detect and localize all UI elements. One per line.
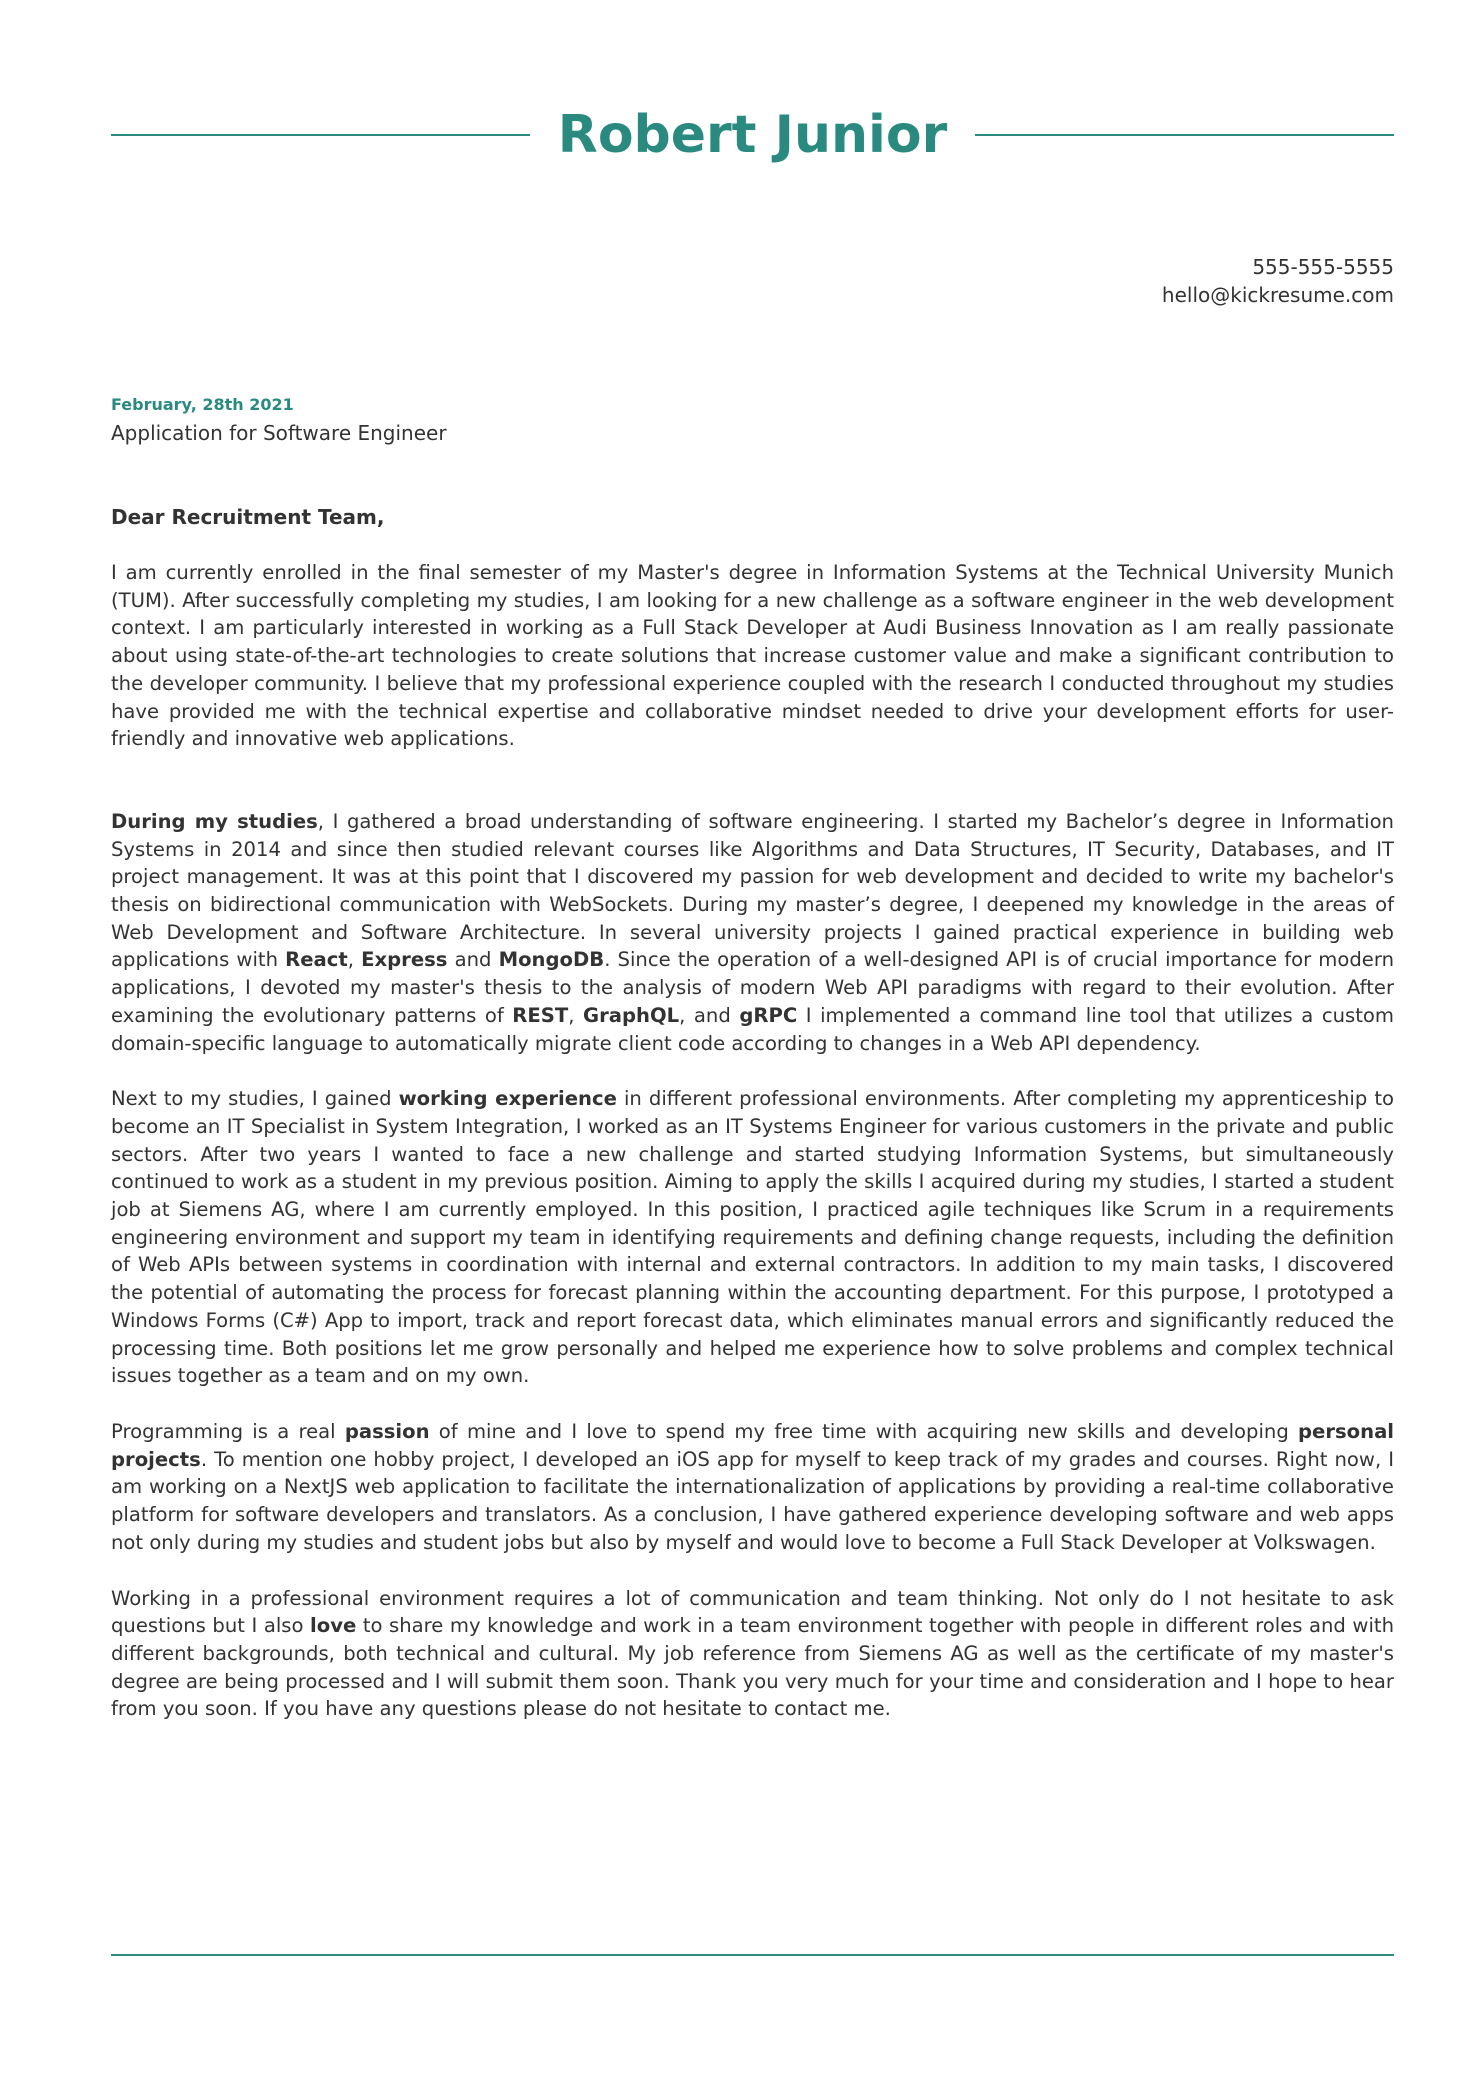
paragraph-text: of mine and I love to spend my free time with acquiring new skills and developing xyxy=(429,1419,1299,1443)
phone-number: 555-555-5555 xyxy=(1252,255,1394,279)
bold-phrase: REST xyxy=(512,1003,569,1027)
paragraph-text: Programming is a real xyxy=(111,1419,345,1443)
bold-phrase: personal projects xyxy=(111,1419,1395,1471)
paragraph-text: in different professional environments. After completing my apprenticeship to become an IT Specialist in System Integration, I worked as an IT Systems Engineer for various customers in the private and public sectors. After two years I wanted to face a new challenge and started studying Information Systems, but simultaneously continued to work as a student in my previous position. Aiming to apply the skills I acquired during my studies, I started a student job at Siemens AG, where I am currently employed. In this position, I practiced agile techniques like Scrum in a requirements engineering environment and support my team in identifying requirements and defining change requests, including the definition of Web APIs between systems in coordination with internal and external contractors. In addition to my main tasks, I discovered the potential of automating the process for forecast planning within the accounting department. For this purpose, I prototyped a Windows Forms (C#) App to import, track and report forecast data, which eliminates manual errors and significantly reduced the processing time. Both positions let me grow personally and helped me experience how to solve problems and complex technical issues together as a team and on my own. xyxy=(111,1087,1394,1388)
paragraph-text: I implemented a command line tool that utilizes a custom domain-specific language to automatically migrate client code according to changes in a Web API dependency. xyxy=(111,1003,1394,1055)
applicant-name: Robert Junior xyxy=(557,105,948,165)
paragraph-text: I am currently enrolled in the final semester of my Master's degree in Information Systems at the Technical University Munich (TUM). After successfully completing my studies, I am looking for a new challenge as a software engineer in the web development context. I am particularly interested in working as a Full Stack Developer at Audi Business Innovation as I am really passionate about using state-of-the-art technologies to create solutions that increase customer value and make a significant contribution to the developer community. I believe that my professional experience coupled with the research I conducted throughout my studies have provided me with the technical expertise and collaborative mindset needed to drive your development efforts for user-friendly and innovative web applications. xyxy=(111,561,1394,751)
paragraph-text: , I gathered a broad understanding of software engineering. I started my Bachelor’s degree in Information Systems in 2014 and since then studied relevant courses like Algorithms and Data Structures, IT Security, Databases, and IT project management. It was at this point that I discovered my passion for web development and decided to write my bachelor's thesis on bidirectional communication with WebSockets. During my master’s degree, I deepened my knowledge in the areas of Web Development and Software Architecture. In several university projects I gained practical experience in building web applications with xyxy=(111,809,1394,972)
paragraph-closing xyxy=(111,1585,1394,1724)
paragraph-passion xyxy=(111,1418,1394,1557)
paragraph-text: , and xyxy=(679,1003,740,1027)
footer-rule xyxy=(111,1954,1394,1956)
paragraph-text: . To mention one hobby project, I developed an iOS app for myself to keep track of my grades and courses. Right now, I am working on a NextJS web application to facilitate the internationalization of applications by providing a real-time collaborative platform for software developers and translators. As a conclusion, I have gathered experience developing software and web apps not only during my studies and student jobs but also by myself and would love to become a Full Stack Developer at Volkswagen. xyxy=(111,1447,1394,1554)
paragraph-text: Working in a professional environment requires a lot of communication and team thinking. Not only do I not hesitate to ask questions but I also xyxy=(111,1586,1394,1638)
bold-phrase: MongoDB xyxy=(498,948,605,972)
letter-body xyxy=(111,559,1394,1723)
paragraph-work-experience xyxy=(111,1085,1394,1390)
header-rule-right xyxy=(975,134,1394,136)
bold-phrase: gRPC xyxy=(739,1003,798,1027)
bold-phrase: love xyxy=(310,1614,357,1638)
paragraph-text: , xyxy=(568,1003,584,1027)
letter-header xyxy=(111,96,1394,174)
paragraph-text: . Since the operation of a well-designed API is of crucial importance for modern applications, I devoted my master's thesis to the analysis of modern Web API paradigms with regard to their evolution. After examining the evolutionary patterns of xyxy=(111,948,1394,1027)
email-address: hello@kickresume.com xyxy=(1161,283,1394,307)
paragraph-studies xyxy=(111,808,1394,1057)
bold-phrase: passion xyxy=(344,1419,430,1443)
letter-date: February, 28th 2021 xyxy=(111,395,294,414)
header-rule-left xyxy=(111,134,530,136)
letter-subject: Application for Software Engineer xyxy=(111,421,447,445)
paragraph-text: Next to my studies, I gained xyxy=(111,1087,399,1111)
paragraph-text: and xyxy=(447,948,499,972)
paragraph-intro xyxy=(111,559,1394,753)
contact-block xyxy=(1162,253,1394,309)
paragraph-text: to share my knowledge and work in a team environment together with people in different roles and with different backgrounds, both technical and cultural. My job reference from Siemens AG as well as the certificate of my master's degree are being processed and I will submit them soon. Thank you very much for your time and consideration and I hope to hear from you soon. If you have any questions please do not hesitate to contact me. xyxy=(111,1614,1394,1721)
bold-phrase: During my studies xyxy=(111,809,318,833)
bold-phrase: GraphQL xyxy=(583,1003,680,1027)
salutation: Dear Recruitment Team, xyxy=(111,505,385,529)
bold-phrase: Express xyxy=(361,948,448,972)
bold-phrase: React xyxy=(285,948,348,972)
paragraph-text: , xyxy=(347,948,362,972)
bold-phrase: working experience xyxy=(398,1087,617,1111)
